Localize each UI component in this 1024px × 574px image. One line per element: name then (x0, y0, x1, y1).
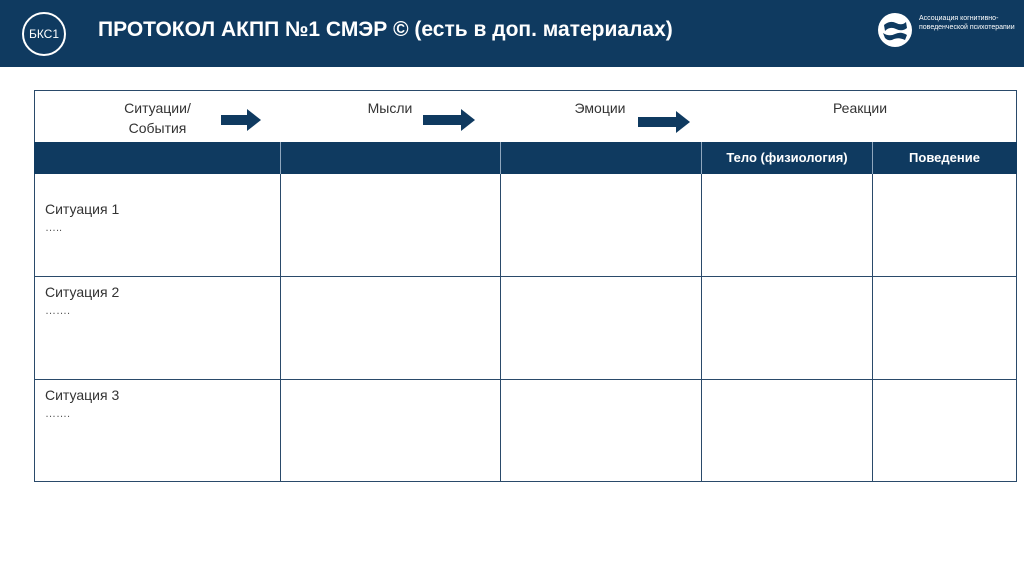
header-bar (0, 0, 1024, 67)
globe-logo-icon (876, 11, 914, 49)
page-title: ПРОТОКОЛ АКПП №1 СМЭР © (есть в доп. материалах) (98, 18, 673, 41)
row-label-situation-1: Ситуация 1 (45, 201, 120, 217)
divider (500, 174, 501, 482)
badge: БКС1 (22, 12, 66, 56)
row-label-situation-3: Ситуация 3 (45, 387, 120, 403)
arrow-right-icon (221, 108, 261, 132)
column-header-emotions: Эмоции (574, 100, 626, 116)
row-placeholder: ……. (45, 408, 71, 420)
divider (34, 276, 1017, 277)
arrow-right-icon (638, 110, 690, 134)
subheader-behavior: Поведение (909, 150, 980, 165)
column-header-reactions: Реакции (832, 100, 888, 116)
row-label-situation-2: Ситуация 2 (45, 284, 120, 300)
row-placeholder: ……. (45, 305, 71, 317)
divider (34, 379, 1017, 380)
divider (500, 142, 501, 174)
column-header-situations-line2: События (128, 120, 187, 136)
divider (701, 174, 702, 482)
row-placeholder: ….. (45, 222, 63, 234)
subheader-body: Тело (физиология) (726, 150, 848, 165)
divider (280, 174, 281, 482)
column-header-situations-line1: Ситуации/ (124, 100, 191, 116)
column-header-thoughts: Мысли (367, 100, 413, 116)
divider (280, 142, 281, 174)
divider (872, 174, 873, 482)
arrow-right-icon (423, 108, 475, 132)
logo-text: Ассоциация когнитивно-поведенческой психотерапии (919, 15, 1015, 31)
column-header-situations (110, 98, 205, 138)
